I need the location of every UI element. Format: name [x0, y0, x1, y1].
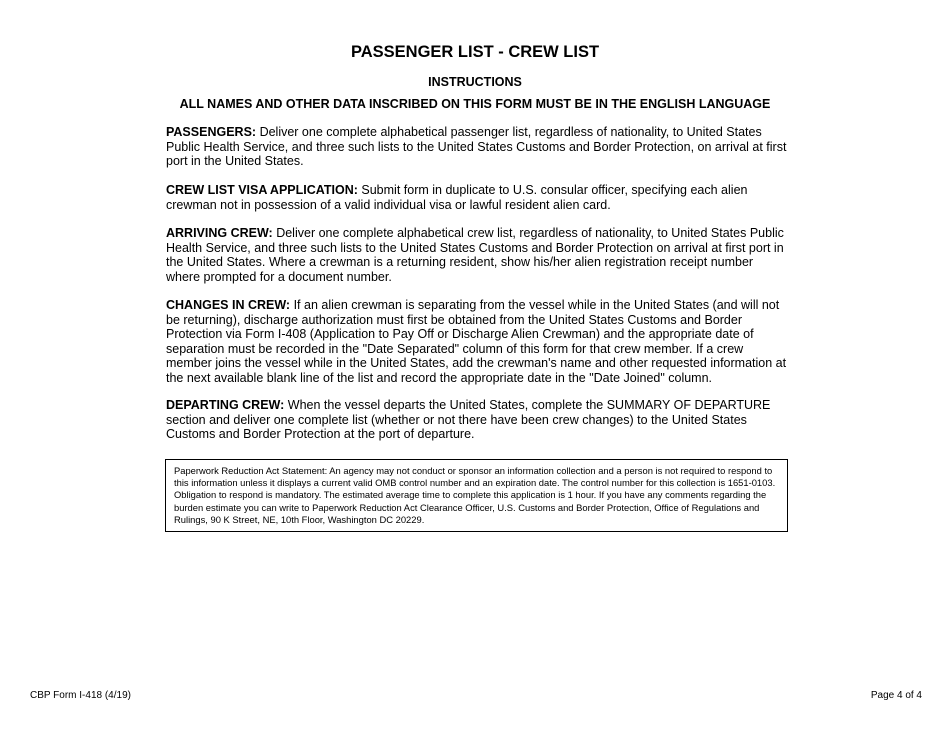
- arriving-crew-body: Deliver one complete alphabetical crew list, regardless of nationality, to United States Public Health Service, and three such lists to the United States Customs and Border Protection on arrival at first port in the United States. Where a crewman is a returning resident, show his/her alien registration receipt number where prompted for a document number.: [166, 226, 784, 284]
- changes-in-crew-body: If an alien crewman is separating from the vessel while in the United States (and will not be returning), discharge authorization must first be obtained from the United States Customs and Border Protection via Form I-408 (Application to Pay Off or Discharge Alien Crewman) and the appropriate date of separation must be recorded in the "Date Separated" column of this form for that crew member. If a crew member joins the vessel while in the United States, add the crewman's name and other requested information at the next available blank line of the list and record the appropriate date in the "Date Joined" column.: [166, 298, 787, 385]
- paperwork-reduction-statement: Paperwork Reduction Act Statement: An agency may not conduct or sponsor an information collection and a person is not required to respond to this information unless it displays a current valid OMB control number and an expiration date. The control number for this collection is 1651-0103. Obligation to respond is mandatory. The estimated average time to complete this application is 1 hour. If you have any comments regarding the burden estimate you can write to Paperwork Reduction Act Clearance Officer, U.S. Customs and Border Protection, Office of Regulations and Rulings, 90 K Street, NE, 10th Floor, Washington DC 20229.: [165, 459, 788, 532]
- instructions-heading: INSTRUCTIONS: [428, 75, 522, 89]
- departing-crew-heading: DEPARTING CREW:: [166, 398, 285, 412]
- page-title: PASSENGER LIST - CREW LIST: [350, 43, 600, 61]
- passengers-section: [166, 125, 788, 169]
- arriving-crew-section: [166, 226, 788, 284]
- changes-in-crew-section: [166, 298, 788, 386]
- departing-crew-body: When the vessel departs the United States, complete the SUMMARY OF DEPARTURE section and deliver one complete list (whether or not there have been crew changes) to the United States Customs and Border Protection at the port of departure.: [166, 398, 771, 442]
- crew-visa-body: Submit form in duplicate to U.S. consular officer, specifying each alien crewman not in possession of a valid individual visa or lawful resident alien card.: [166, 183, 748, 212]
- page-number: Page 4 of 4: [870, 690, 922, 701]
- changes-in-crew-heading: CHANGES IN CREW:: [166, 298, 291, 312]
- crew-visa-heading: CREW LIST VISA APPLICATION:: [166, 183, 358, 197]
- language-notice: ALL NAMES AND OTHER DATA INSCRIBED ON THIS FORM MUST BE IN THE ENGLISH LANGUAGE: [179, 97, 771, 111]
- departing-crew-section: [166, 398, 788, 442]
- arriving-crew-heading: ARRIVING CREW:: [166, 226, 273, 240]
- crew-visa-section: [166, 183, 788, 212]
- passengers-heading: PASSENGERS:: [166, 125, 257, 139]
- passengers-body: Deliver one complete alphabetical passenger list, regardless of nationality, to United States Public Health Service, and three such lists to the United States Customs and Border Protection, on arrival at first port in the United States.: [166, 125, 787, 169]
- form-id: CBP Form I-418 (4/19): [30, 690, 131, 701]
